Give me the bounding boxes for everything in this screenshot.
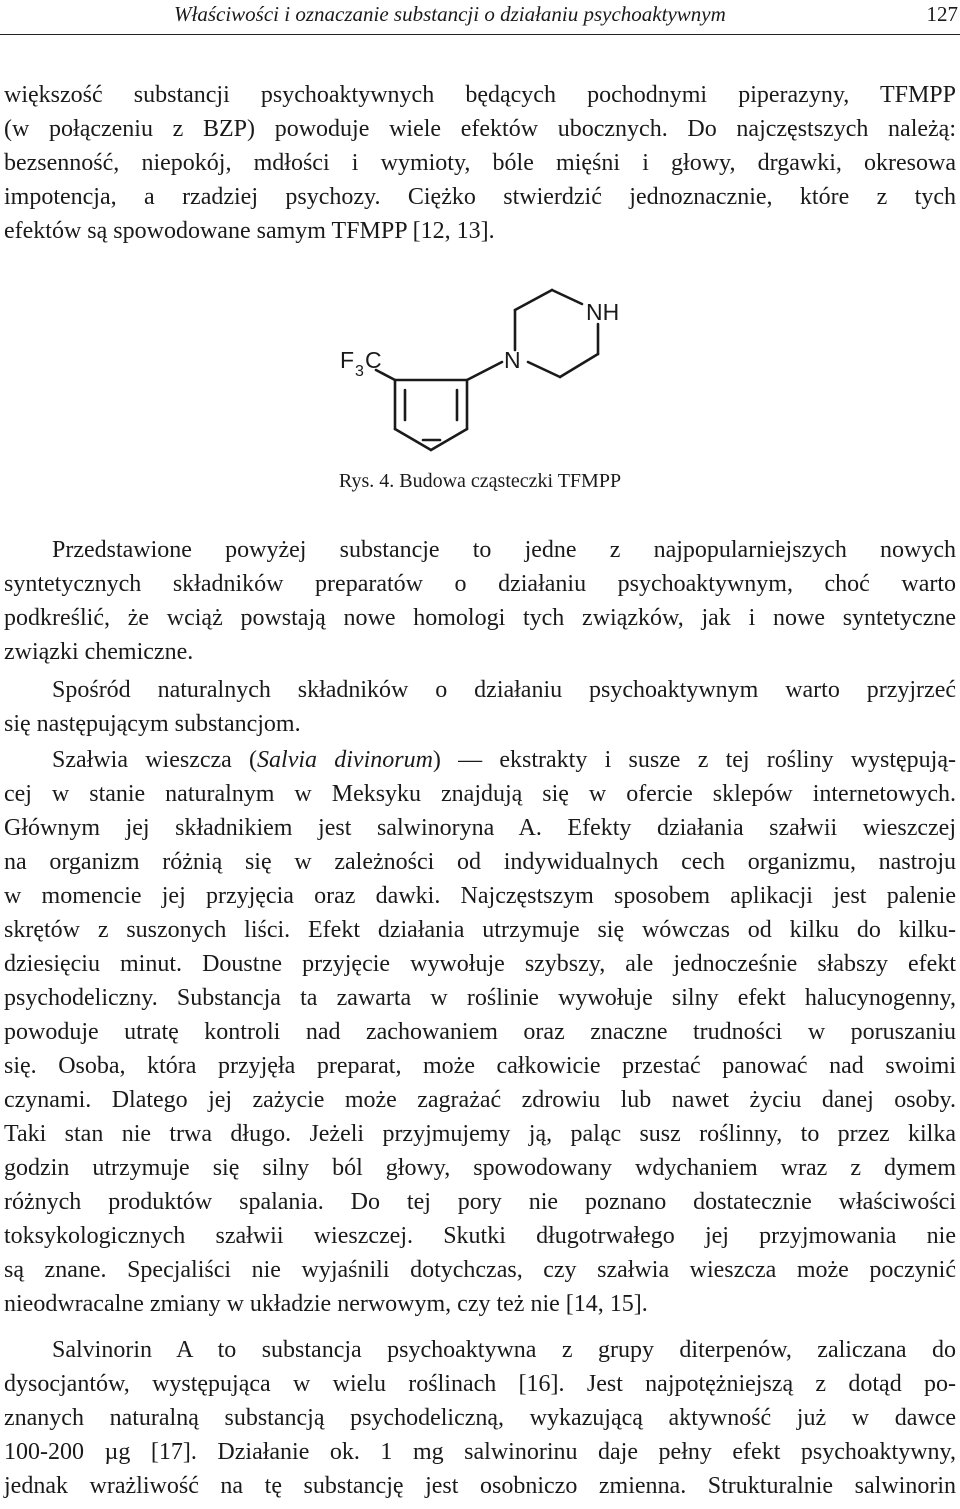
text-line: Spośród naturalnych składników o działaniu psychoaktywnym warto przyjrzeć [52,677,956,703]
paragraph-natural-substances [4,673,956,741]
text-line: się następującym substancjom. [4,711,301,737]
text-line: skrętów z suszonych liści. Efekt działania utrzymuje się wówczas od kilku do kilku- [4,917,956,943]
text-line: Głównym jej składnikiem jest salwinoryna A. Efekty działania szałwii wieszczej [4,815,956,841]
text-line: większość substancji psychoaktywnych będących pochodnymi piperazyny, TFMPP [4,82,956,108]
text-line: się. Osoba, która przyjęła preparat, może całkowicie przestać panować nad swoimi [4,1053,956,1079]
atom-n-label: N [504,347,521,373]
text-line: związki chemiczne. [4,639,194,665]
text-line: psychodeliczny. Substancja ta zawarta w roślinie wywołuje silny efekt halucynogenny, [4,985,956,1011]
text-line: na organizm różnią się w zależności od indywidualnych cech organizmu, nastroju [4,849,956,875]
text-line: syntetycznych składników preparatów o działaniu psychoaktywnym, choć warto [4,571,956,597]
atom-f-label: F [340,347,355,373]
atom-subscript-label: 3 [355,363,364,380]
text-line: efektów są spowodowane samym TFMPP [12, 13]. [4,218,495,244]
text-line: dysocjantów, występująca w wielu roślinach [16]. Jest najpotężniejszą z dotąd po- [4,1371,956,1397]
text-line: bezsenność, niepokój, mdłości i wymioty, bóle mięśni i głowy, drgawki, okresowa [4,150,956,176]
text-line: Salvinorin A to substancja psychoaktywna z grupy diterpenów, zaliczana do [52,1337,956,1363]
paragraph-tfmpp-effects [4,78,956,248]
text-line: cej w stanie naturalnym w Meksyku znajdują się w ofercie sklepów internetowych. [4,781,956,807]
caption-text: Rys. 4. Budowa cząsteczki TFMPP [338,470,622,492]
text-line: impotencja, a rzadziej psychozy. Ciężko stwierdzić jednoznacznie, które z tych [4,184,956,210]
text-line: jednak wrażliwość na tę substancję jest osobniczo zmienna. Strukturalnie salwinorin [4,1473,956,1499]
text-line: toksykologicznych szałwii wieszczej. Skutki długotrwałego jej przyjmowania nie [4,1223,956,1249]
text-line: są znane. Specjaliści nie wyjaśnili dotychczas, czy szałwia wieszcza może poczynić [4,1257,956,1283]
bond [515,290,552,310]
paragraph-popular-substances [4,533,956,669]
paragraph-salvia-divinorum [4,743,956,1321]
text-line: godzin utrzymuje się silny ból głowy, spowodowany wdychaniem wraz z dymem [4,1155,956,1181]
text-line: Przedstawione powyżej substancje to jedne z najpopularniejszych nowych [52,537,956,563]
text-line [4,743,956,777]
bond [467,362,502,380]
atom-nh-label: NH [586,299,620,325]
text-line: różnych produktów spalania. Do tej pory nie poznano dostatecznie właściwości [4,1189,956,1215]
atom-c-label: C [365,347,382,373]
text-line: czynami. Dlatego jej zażycie może zagrażać zdrowiu lub nawet życiu danej osoby. [4,1087,956,1113]
text-line: (w połączeniu z BZP) powoduje wiele efektów ubocznych. Do najczęstszych należą: [4,116,956,142]
text-segment: Szałwia wieszcza ( [52,747,258,773]
bond [528,362,560,377]
text-line: w momencie jej przyjęcia oraz dawki. Najczęstszym sposobem aplikacji jest palenie [4,883,956,909]
paragraph-salvinorin-a [4,1333,956,1503]
text-line: Taki stan nie trwa długo. Jeżeli przyjmujemy ją, paląc susz roślinny, to przez kilka [4,1121,956,1147]
text-line: dziesięciu minut. Doustne przyjęcie wywołuje szybszy, ale jednocześnie słabszy efekt [4,951,956,977]
page-number: 127 [926,2,958,26]
bond [560,354,598,377]
text-line: 100-200 µg [17]. Działanie ok. 1 mg salwinorinu daje pełny efekt psychoaktywny, [4,1439,956,1465]
text-line: powoduje utratę kontroli nad zachowaniem oraz znaczne trudności w poruszaniu [4,1019,956,1045]
figure-caption [0,470,960,493]
species-name: Salvia divinorum [257,747,433,773]
text-line: podkreślić, że wciąż powstają nowe homologi tych związków, jak i nowe syntetyczne [4,605,956,631]
text-line: znanych naturalną substancją psychodeliczną, wykazującą aktywność już w dawce [4,1405,956,1431]
text-line: nieodwracalne zmiany w układzie nerwowym, czy też nie [14, 15]. [4,1291,648,1317]
tfmpp-structure-figure [320,282,660,472]
bond [552,290,582,304]
running-title: Właściwości i oznaczanie substancji o działaniu psychoaktywnym [174,2,726,26]
running-header [0,0,960,35]
text-segment: ) — ekstrakty i susze z tej rośliny występują- [432,747,956,773]
